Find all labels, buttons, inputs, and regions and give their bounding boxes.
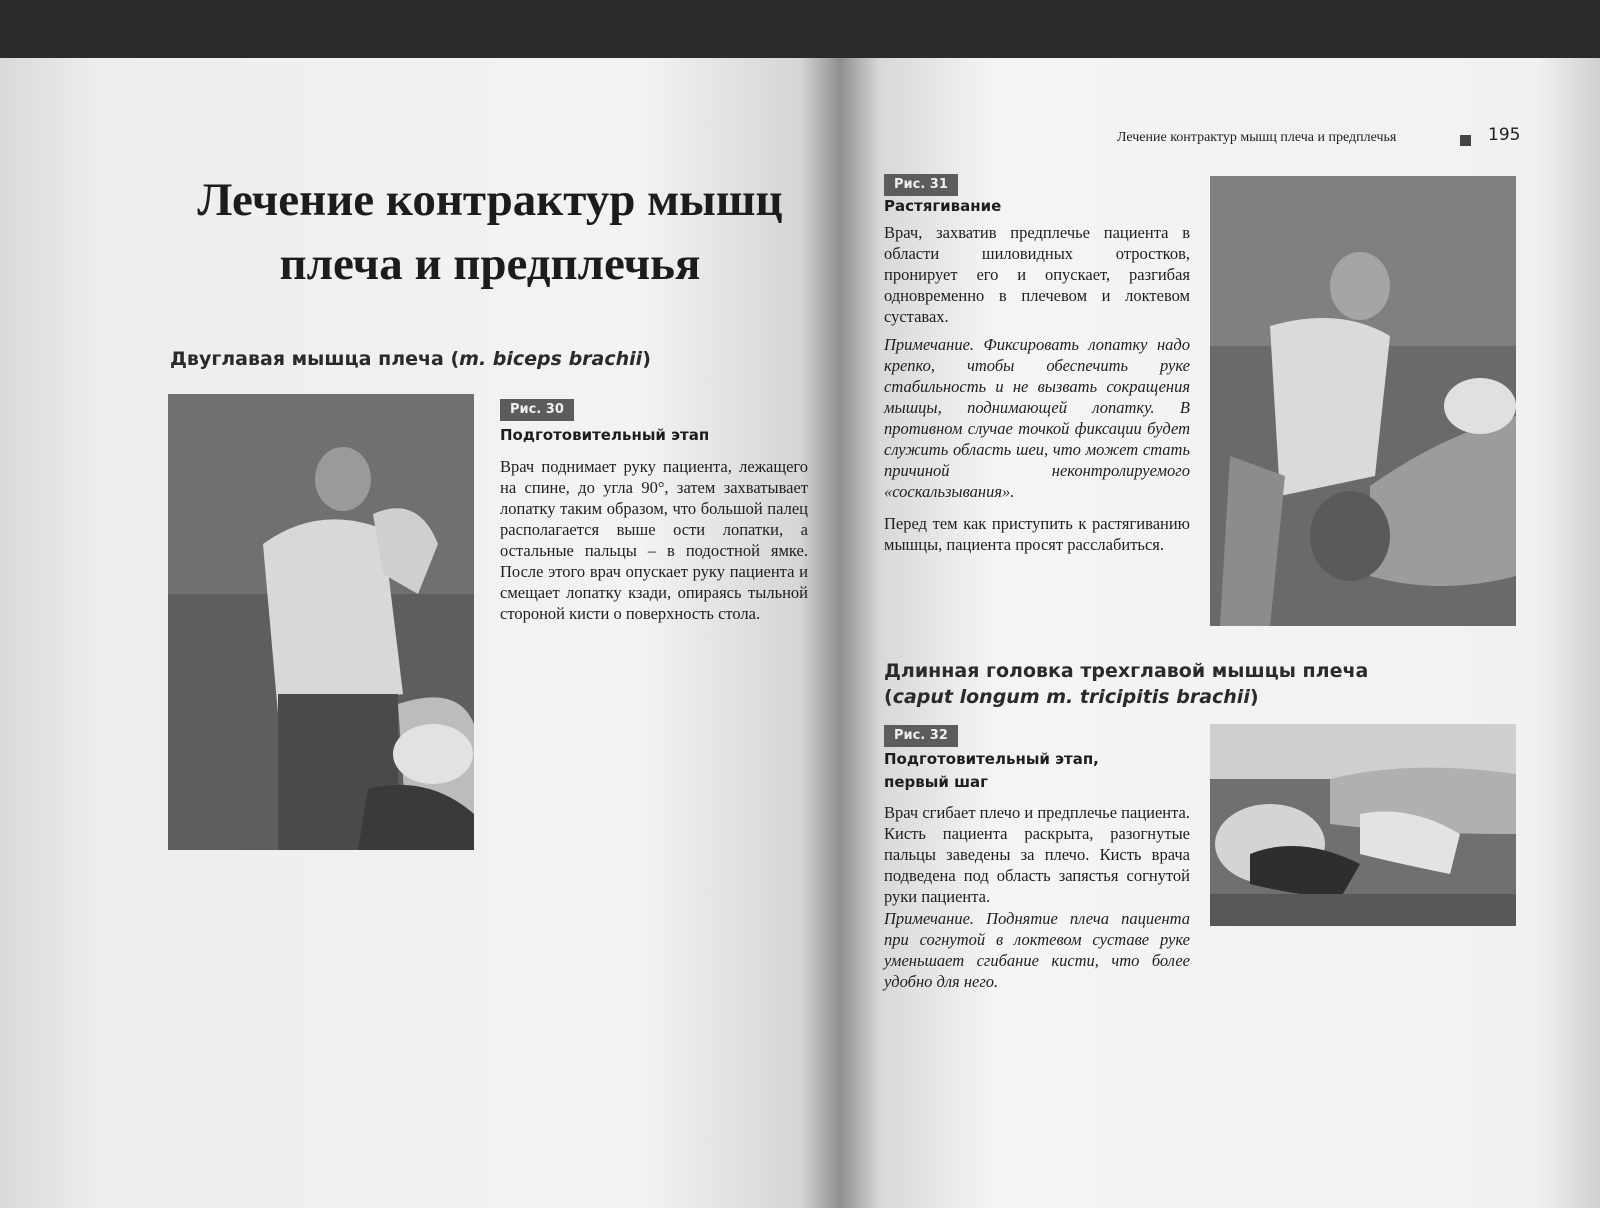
figure-31-text-2: Перед тем как приступить к растягиванию мышцы, пациента просят расслабиться.: [884, 514, 1190, 554]
figure-32-tag: Рис. 32: [884, 725, 958, 747]
figure-32-heading-line1: Подготовительный этап,: [884, 750, 1099, 768]
section-heading-text: Двуглавая мышца плеча (: [170, 348, 460, 370]
section-heading-close: ): [642, 348, 651, 370]
section-heading-biceps: [170, 346, 790, 372]
first-step-photo: [1210, 724, 1516, 926]
section-heading-triceps: [884, 658, 1524, 710]
running-head-marker: [1460, 135, 1471, 146]
section-2-heading-close: ): [1249, 686, 1259, 708]
figure-30-photo: [168, 394, 474, 850]
figure-30-heading: Подготовительный этап: [500, 426, 710, 444]
figure-32-text: Врач сгибает плечо и предплечье пациента. Кисть пациента раскрыта, разогнутые пальцы заведены за плечо. Кисть врача подведена под область запястья согнутой руки пациента.: [884, 803, 1190, 906]
figure-31-heading: Растягивание: [884, 197, 1002, 215]
figure-31-note: Примечание. Фиксировать лопатку надо крепко, чтобы обеспечить руке стабильность и не вызвать сокращения мышцы, поднимающей лопатку. В противном случае точкой фиксации будет служить область шеи, что может стать причиной неконтролируемого «соскальзывания».: [884, 335, 1190, 501]
section-2-heading-line1: Длинная головка трехглавой мышцы плеча: [884, 660, 1369, 682]
right-page: [862, 58, 1600, 1208]
figure-30-text: Врач поднимает руку пациента, лежащего на спине, до угла 90°, затем захватывает лопатку таким образом, что большой палец располагается выше ости лопатки, а остальные пальцы – в подостной ямке. После этого врач опускает руку пациента и смещает лопатку кзади, опираясь тыльной стороной кисти о поверхность стола.: [500, 457, 808, 623]
running-head: Лечение контрактур мышц плеча и предплечья: [1117, 130, 1397, 145]
section-heading-latin: m. biceps brachii: [459, 348, 643, 370]
figure-32-heading-line2: первый шаг: [884, 773, 988, 791]
section-2-heading-open: (: [884, 686, 893, 708]
doctor-patient-photo: [168, 394, 474, 850]
figure-32-note: Примечание. Поднятие плеча пациента при согнутой в локтевом суставе руке уменьшает сгибание кисти, что более удобно для него.: [884, 909, 1190, 991]
figure-31-text: Врач, захватив предплечье пациента в области шиловидных отростков, пронирует его и опускает, разгибая одновременно в плечевом и локтевом суставах.: [884, 223, 1190, 326]
book-spread: [0, 58, 1600, 1208]
section-2-heading-latin: caput longum m. tricipitis brachii: [892, 686, 1250, 708]
figure-31-photo: [1210, 176, 1516, 626]
stretching-photo: [1210, 176, 1516, 626]
left-page: [0, 58, 825, 1208]
figure-30-tag: Рис. 30: [500, 399, 574, 421]
figure-32-photo: [1210, 724, 1516, 926]
page-title: Лечение контрактур мышц плеча и предплечья: [197, 174, 783, 290]
figure-32-heading: [884, 748, 1204, 794]
figure-31-tag: Рис. 31: [884, 174, 958, 196]
page-number: 195: [1488, 125, 1521, 145]
